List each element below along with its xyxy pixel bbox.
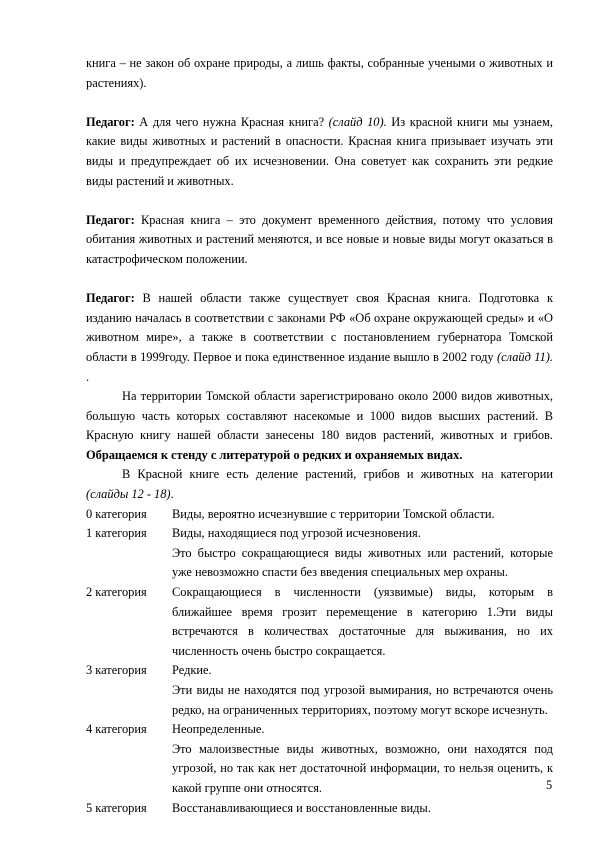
category-body: [172, 583, 553, 661]
paragraph-text: Из красной книги мы узнаем, какие виды животных и растений в опасности. Красная книга призывает изучать эти виды и предупреждает об их исчезновении. Она советует как сохранить эти редкие виды растений и животных.: [86, 114, 553, 188]
category-label: 3 категория: [86, 663, 147, 678]
bold-instruction: Обращаемся к стенду с литературой о редких и охраняемых видах.: [86, 447, 463, 462]
intro-text: книга – не закон об охране природы, а лишь факты, собранные учеными о животных и растениях).: [86, 56, 553, 90]
document-page: [86, 54, 553, 818]
paragraph-categories-intro: [86, 465, 553, 504]
category-label: 4 категория: [86, 722, 147, 737]
category-body: [172, 661, 553, 720]
category-body: [172, 720, 553, 798]
category-description: Это быстро сокращающиеся виды животных или растений, которые уже невозможно спасти без введения специальных мер охраны.: [172, 545, 553, 580]
page-number: 5: [546, 778, 553, 792]
slide-reference: (слайды 12 - 18): [86, 487, 171, 502]
paragraph-text: А для чего нужна Красная книга?: [134, 114, 329, 129]
category-label: 0 категория: [86, 506, 147, 521]
category-row: [86, 661, 553, 720]
category-title: Редкие.: [172, 663, 212, 678]
paragraph-temporary-document: [86, 211, 553, 270]
speaker-label: Педагог:: [86, 291, 135, 306]
slide-reference: (слайд 11).: [497, 349, 554, 364]
paragraph-regional-book: [86, 289, 553, 387]
slide-reference: (слайд 10).: [328, 114, 387, 129]
paragraph-text: Красная книга – это документ временного действия, потому что условия обитания животных и растений меняются, и все новые и новые виды могут оказаться в катастрофическом положении.: [86, 212, 553, 266]
paragraph-question: [86, 113, 553, 191]
category-title: Сокращающиеся в численности (уязвимые) виды, которым в ближайшее время грозит перемещение в категорию 1.Эти виды встречаются в количествах достаточные для выживания, но их численность очень быстро сокращается.: [172, 585, 553, 658]
category-label: 1 категория: [86, 526, 147, 541]
category-title: Восстанавливающиеся и восстановленные виды.: [172, 800, 431, 815]
paragraph-text: В Красной книге есть деление растений, грибов и животных на категории: [122, 467, 553, 482]
speaker-label: Педагог:: [86, 212, 135, 227]
category-label: 2 категория: [86, 585, 147, 600]
intro-paragraph: [86, 54, 553, 93]
category-title: Неопределенные.: [172, 722, 265, 737]
category-body: [172, 799, 553, 819]
category-label: 5 категория: [86, 800, 147, 815]
paragraph-text: На территории Томской области зарегистрировано около 2000 видов животных, большую часть которых составляют насекомые и 1000 видов высших растений. В Красную книгу нашей области занесены 180 видов растений, животных и грибов.: [86, 389, 553, 443]
category-row: [86, 524, 553, 583]
category-title: Виды, находящиеся под угрозой исчезновения.: [172, 526, 421, 541]
category-row: [86, 505, 553, 525]
category-row: [86, 799, 553, 819]
speaker-label: Педагог:: [86, 114, 135, 129]
paragraph-tail: .: [170, 487, 174, 502]
category-row: [86, 720, 553, 798]
category-body: [172, 524, 553, 583]
category-description: Эти виды не находятся под угрозой вымирания, но встречаются очень редко, на ограниченных территориях, поэтому могут вскоре исчезнуть.: [172, 683, 553, 717]
category-row: [86, 583, 553, 661]
category-description: Это малоизвестные виды животных, возможно, они находятся под угрозой, но так как нет достаточной информации, то нельзя оценить, к какой группе они относятся.: [172, 741, 553, 795]
category-title: Виды, вероятно исчезнувшие с территории Томской области.: [172, 506, 495, 521]
category-body: [172, 505, 553, 525]
category-list: [86, 505, 553, 819]
paragraph-tail: .: [86, 369, 90, 384]
paragraph-species-count: [86, 387, 553, 465]
paragraph-text: В нашей области также существует своя Красная книга. Подготовка к изданию началась в соответствии с законами РФ «Об охране окружающей среды» и «О животном мире», а также в соответствии с постановлением губернатора Томской области в 1999году. Первое и пока единственное издание вышло в 2002 году: [86, 291, 553, 364]
